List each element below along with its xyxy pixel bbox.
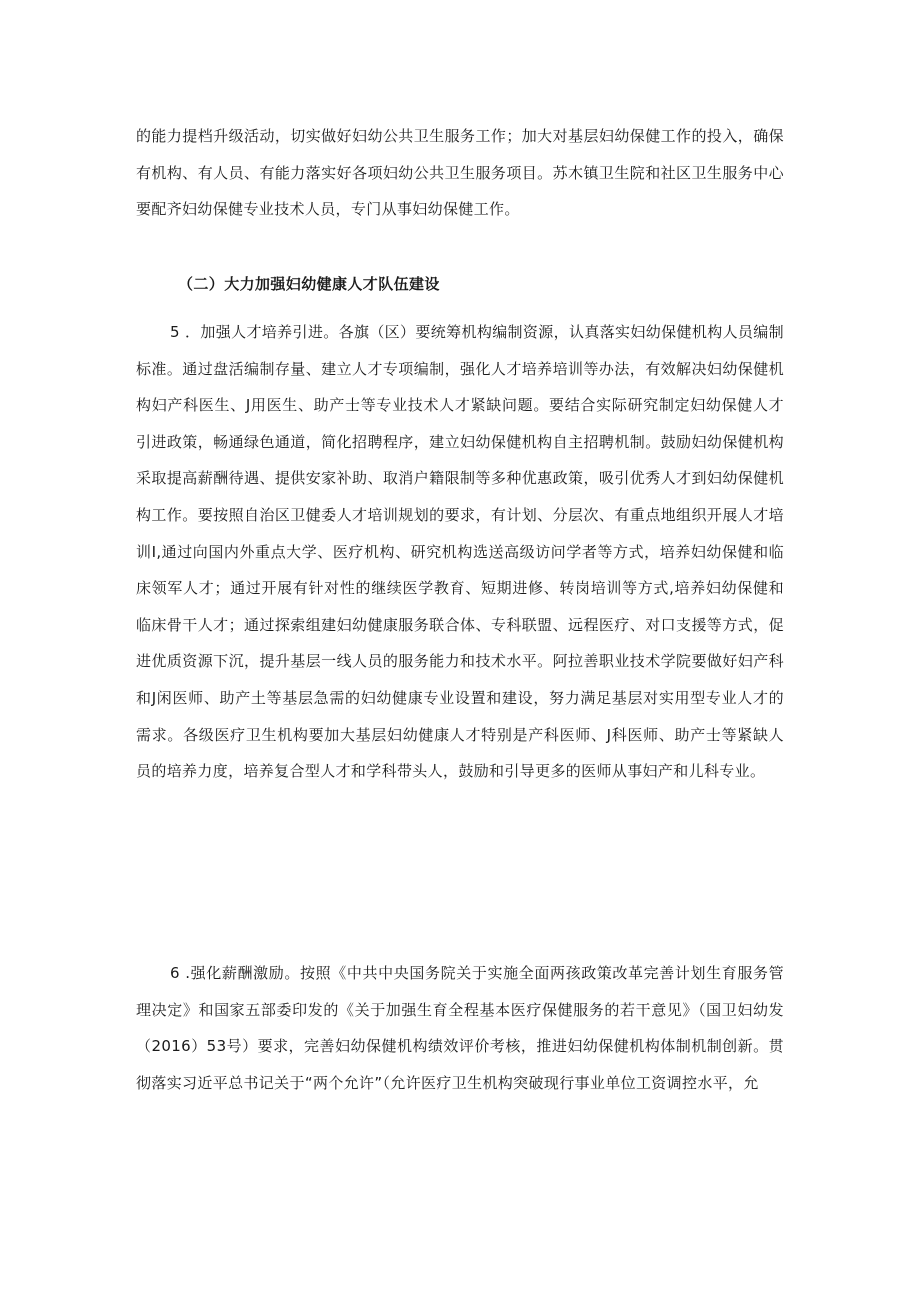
section-heading: （二）大力加强妇幼健康人才队伍建设 [178, 275, 440, 293]
paragraph-item-5-text: 5 ．加强人才培养引进。各旗（区）要统筹机构编制资源，认真落实妇幼保健机构人员编制标准。通过盘活编制存量、建立人才专项编制，强化人才培养培训等办法，有效解决妇幼保健机构妇产科医生、J用医生、助产士等专业技术人才紧缺问题。要结合实际研究制定妇幼保健人才引进政策，畅通绿色通道，简化招聘程序，建立妇幼保健机构自主招聘机制。鼓励妇幼保健机构采取提高薪酬待遇、提供安家补助、取消户籍限制等多种优惠政策，吸引优秀人才到妇幼保健机构工作。要按照自治区卫健委人才培训规划的要求，有计划、分层次、有重点地组织开展人才培训I,通过向国内外重点大学、医疗机构、研究机构选送高级访问学者等方式，培养妇幼保健和临床领军人才；通过开展有针对性的继续医学教育、短期进修、转岗培训等方式,培养妇幼保健和临床骨干人才；通过探索组建妇幼健康服务联合体、专科联盟、远程医疗、对口支援等方式，促进优质资源下沉，提升基层一线人员的服务能力和技术水平。阿拉善职业技术学院要做好妇产科和J闲医师、助产土等基层急需的妇幼健康专业设置和建设，努力满足基层对实用型专业人才的需求。各级医疗卫生机构要加大基层妇幼健康人才特别是产科医师、J科医师、助产士等紧缺人员的培养力度，培养复合型人才和学科带头人，鼓励和引导更多的医师从事妇产和儿科专业。 [136, 323, 784, 781]
paragraph-item-6-text: 6 .强化薪酬激励。按照《中共中央国务院关于实施全面两孩政策改革完善计划生育服务管理决定》和国家五部委印发的《关于加强生育全程基本医疗保健服务的若干意见》（国卫妇幼发（2016）53号）要求，完善妇幼保健机构绩效评价考核，推进妇幼保健机构体制机制创新。贯彻落实习近平总书记关于“两个允许”（允许医疗卫生机构突破现行事业单位工资调控水平，允 [136, 964, 784, 1092]
paragraph-item-5 [136, 314, 784, 790]
paragraph-intro: 的能力提档升级活动，切实做好妇幼公共卫生服务工作；加大对基层妇幼保健工作的投入，确保有机构、有人员、有能力落实好各项妇幼公共卫生服务项目。苏木镇卫生院和社区卫生服务中心要配齐妇幼保健专业技术人员，专门从事妇幼保健工作。 [136, 127, 784, 219]
paragraph-item-6 [136, 955, 784, 1101]
